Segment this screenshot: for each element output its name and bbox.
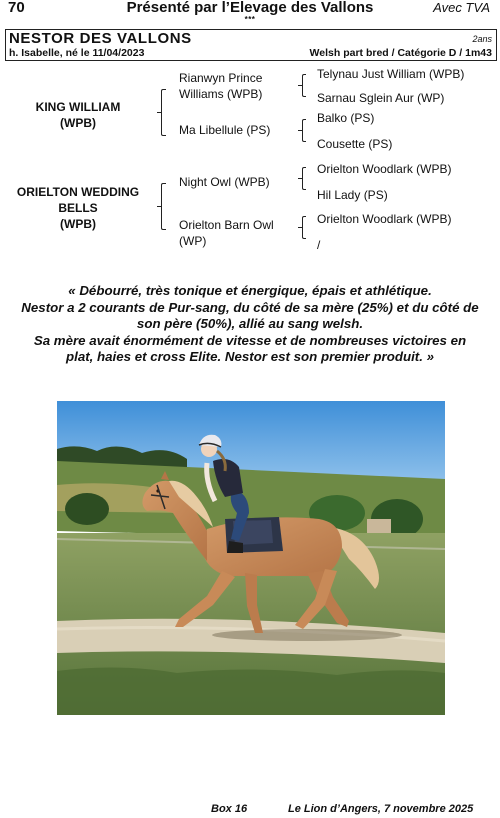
description-line: son père (50%), allié au sang welsh. (136, 316, 364, 331)
pedigree-g3-item: Cousette (PS) (317, 137, 393, 151)
pedigree-brace-g3-1 (302, 74, 306, 97)
description-line: « Débourré, très tonique et énergique, épais et athlétique. (68, 283, 432, 298)
pedigree-sire-stud: (WPB) (60, 116, 96, 130)
pedigree-brace-sire (161, 89, 166, 136)
header-separator: *** (244, 15, 256, 24)
tva-note: Avec TVA (433, 0, 490, 15)
pedigree-brace-dam (161, 183, 166, 230)
pedigree-dam-dam (179, 217, 274, 249)
pedigree-sire-dam: Ma Libellule (PS) (179, 123, 271, 137)
footer-place-date: Le Lion d’Angers, 7 novembre 2025 (288, 803, 474, 815)
pedigree-g3-item: / (317, 238, 321, 252)
pedigree-sire (8, 99, 148, 131)
horse-breed: Welsh part bred / Catégorie D / 1m43 (309, 47, 492, 59)
pedigree-dam-dam-line2: (WP) (179, 234, 207, 248)
pedigree-dam-stud: (WPB) (60, 217, 96, 231)
pedigree-dam (8, 184, 148, 232)
pedigree-dam-name-2: BELLS (58, 201, 98, 215)
pedigree-dam-dam-line1: Orielton Barn Owl (179, 218, 274, 232)
pedigree-dam-sire: Night Owl (WPB) (179, 175, 270, 189)
horse-birth: h. Isabelle, né le 11/04/2023 (9, 47, 145, 59)
pedigree-sire-sire-line2: Williams (WPB) (179, 87, 263, 101)
horse-photo-illustration (57, 401, 445, 715)
horse-title-box (5, 29, 497, 61)
pedigree-g3-item: Orielton Woodlark (WPB) (317, 212, 452, 226)
footer-box: Box 16 (211, 803, 248, 815)
pedigree-brace-g3-4 (302, 216, 306, 239)
description-line: Nestor a 2 courants de Pur-sang, du côté de sa mère (25%) et du côté de (21, 299, 479, 315)
pedigree-g3-item: Sarnau Sglein Aur (WP) (317, 91, 445, 105)
description-quote (0, 283, 500, 366)
pedigree-g3-item: Orielton Woodlark (WPB) (317, 162, 452, 176)
presenter-title: Présenté par l’Elevage des Vallons (126, 0, 374, 16)
pedigree-sire-sire (179, 70, 262, 102)
pedigree-brace-g3-2 (302, 119, 306, 142)
horse-photo (57, 401, 445, 715)
pedigree-g3-item: Telynau Just William (WPB) (317, 67, 465, 81)
pedigree-brace-g3-3 (302, 167, 306, 190)
horse-name: NESTOR DES VALLONS (9, 30, 192, 47)
description-line: Sa mère avait énormément de vitesse et de nombreuses victoires en (33, 332, 467, 348)
description-line: plat, haies et cross Elite. Nestor est son premier produit. » (66, 349, 434, 364)
pedigree-g3-item: Balko (PS) (317, 111, 375, 125)
horse-age: 2ans (472, 34, 492, 44)
lot-number: 70 (8, 0, 25, 16)
pedigree-dam-name-1: ORIELTON WEDDING (16, 185, 140, 199)
pedigree-g3-item: Hil Lady (PS) (317, 188, 388, 202)
pedigree-sire-sire-line1: Rianwyn Prince (179, 71, 263, 85)
pedigree-sire-name: KING WILLIAM (35, 100, 121, 114)
